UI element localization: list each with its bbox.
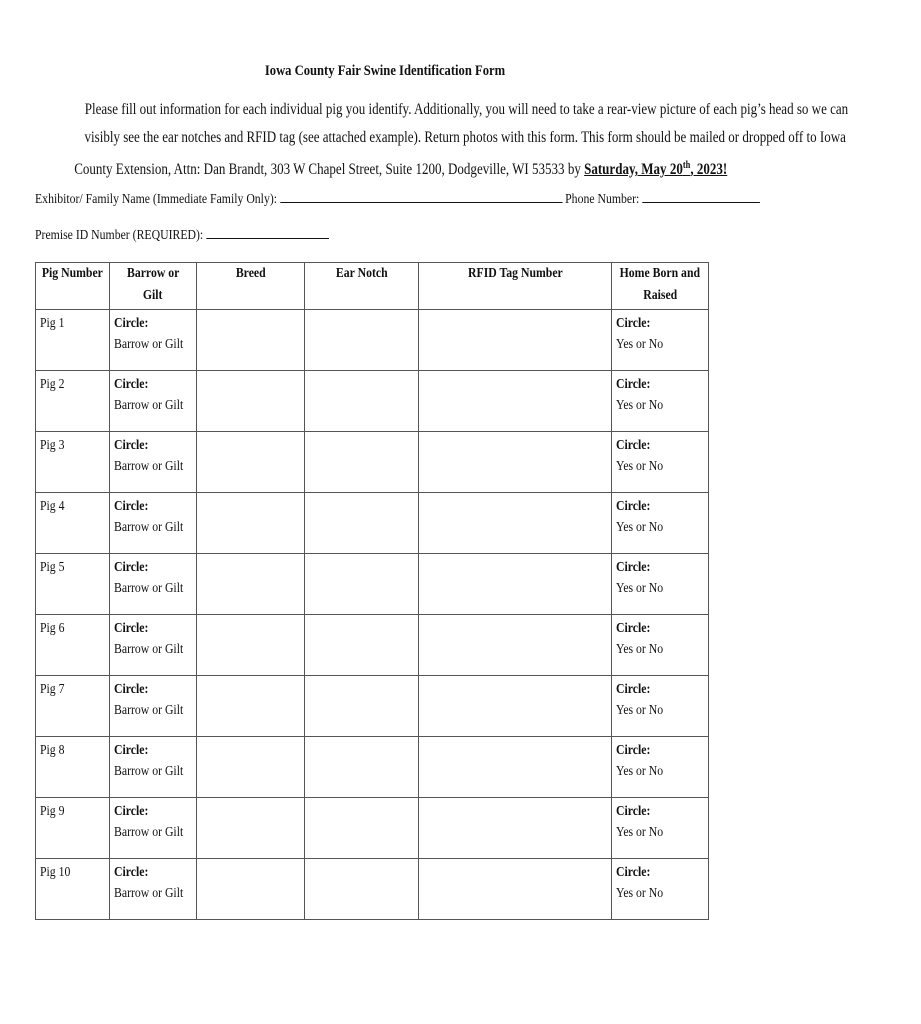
- breed-cell[interactable]: [197, 676, 305, 737]
- ear-notch-cell[interactable]: [305, 615, 419, 676]
- breed-cell[interactable]: [197, 310, 305, 371]
- exhibitor-name-field[interactable]: [280, 190, 562, 203]
- instructions-line-1: Please fill out information for each individual pig you identify. Additionally, you will need to take a rear-view picture of each pig’s head so we can: [84, 101, 849, 118]
- home-born-raised-cell[interactable]: [612, 676, 709, 737]
- pig-number-label: Pig 8: [40, 743, 65, 758]
- barrow-or-gilt-options: Barrow or Gilt: [113, 459, 183, 474]
- pig-number-label: Pig 6: [40, 621, 65, 636]
- breed-cell[interactable]: [197, 859, 305, 920]
- yes-or-no-options: Yes or No: [616, 398, 664, 413]
- pig-number-cell: [36, 676, 110, 737]
- pig-number-label: Pig 3: [40, 438, 65, 453]
- circle-label: Circle:: [616, 499, 651, 514]
- circle-label: Circle:: [113, 438, 149, 453]
- barrow-or-gilt-cell[interactable]: [109, 676, 196, 737]
- pig-number-cell: [36, 554, 110, 615]
- header-breed: Breed: [197, 263, 305, 310]
- rfid-tag-cell[interactable]: [419, 676, 612, 737]
- breed-cell[interactable]: [197, 737, 305, 798]
- premise-id-field[interactable]: [206, 226, 329, 239]
- barrow-or-gilt-options: Barrow or Gilt: [113, 642, 183, 657]
- circle-label: Circle:: [616, 804, 651, 819]
- home-born-raised-cell[interactable]: [612, 493, 709, 554]
- circle-label: Circle:: [616, 865, 651, 880]
- pig-number-cell: [36, 615, 110, 676]
- circle-label: Circle:: [113, 804, 149, 819]
- yes-or-no-options: Yes or No: [616, 581, 664, 596]
- form-title: Iowa County Fair Swine Identification Form: [264, 63, 506, 79]
- circle-label: Circle:: [113, 621, 149, 636]
- table-row: [36, 798, 709, 859]
- pig-number-label: Pig 10: [40, 865, 71, 880]
- circle-label: Circle:: [616, 621, 651, 636]
- barrow-or-gilt-options: Barrow or Gilt: [113, 886, 183, 901]
- table-row: [36, 615, 709, 676]
- pig-number-label: Pig 2: [40, 377, 65, 392]
- ear-notch-cell[interactable]: [305, 432, 419, 493]
- pig-number-label: Pig 4: [40, 499, 65, 514]
- table-row: [36, 493, 709, 554]
- circle-label: Circle:: [616, 560, 651, 575]
- circle-label: Circle:: [616, 316, 651, 331]
- ear-notch-cell[interactable]: [305, 676, 419, 737]
- rfid-tag-cell[interactable]: [419, 432, 612, 493]
- home-born-raised-cell[interactable]: [612, 737, 709, 798]
- barrow-or-gilt-cell[interactable]: [109, 371, 196, 432]
- pig-number-label: Pig 7: [40, 682, 65, 697]
- premise-id-label: Premise ID Number (REQUIRED):: [35, 228, 204, 243]
- ear-notch-cell[interactable]: [305, 859, 419, 920]
- rfid-tag-cell[interactable]: [419, 371, 612, 432]
- ear-notch-cell[interactable]: [305, 737, 419, 798]
- deadline-date: Saturday, May 20th, 2023!: [584, 160, 728, 179]
- pig-number-cell: [36, 310, 110, 371]
- pig-number-label: Pig 9: [40, 804, 65, 819]
- circle-label: Circle:: [113, 743, 149, 758]
- table-row: [36, 432, 709, 493]
- barrow-or-gilt-options: Barrow or Gilt: [113, 703, 183, 718]
- home-born-raised-cell[interactable]: [612, 798, 709, 859]
- header-home-born-raised: Home Born and Raised: [612, 263, 709, 310]
- yes-or-no-options: Yes or No: [616, 459, 664, 474]
- instructions-line-3: County Extension, Attn: Dan Brandt, 303 W Chapel Street, Suite 1200, Dodgeville, WI 53533 by Saturday, May 20th, 2023!: [74, 160, 728, 179]
- circle-label: Circle:: [113, 682, 149, 697]
- home-born-raised-cell[interactable]: [612, 310, 709, 371]
- rfid-tag-cell[interactable]: [419, 615, 612, 676]
- ear-notch-cell[interactable]: [305, 371, 419, 432]
- barrow-or-gilt-options: Barrow or Gilt: [113, 581, 183, 596]
- yes-or-no-options: Yes or No: [616, 520, 664, 535]
- home-born-raised-cell[interactable]: [612, 859, 709, 920]
- rfid-tag-cell[interactable]: [419, 859, 612, 920]
- pig-number-cell: [36, 859, 110, 920]
- header-rfid-tag-number: RFID Tag Number: [419, 263, 612, 310]
- pig-number-cell: [36, 798, 110, 859]
- table-body: [36, 310, 709, 920]
- home-born-raised-cell[interactable]: [612, 432, 709, 493]
- barrow-or-gilt-cell[interactable]: [109, 798, 196, 859]
- breed-cell[interactable]: [197, 432, 305, 493]
- home-born-raised-cell[interactable]: [612, 371, 709, 432]
- rfid-tag-cell[interactable]: [419, 554, 612, 615]
- rfid-tag-cell[interactable]: [419, 310, 612, 371]
- rfid-tag-cell[interactable]: [419, 737, 612, 798]
- pig-number-label: Pig 5: [40, 560, 65, 575]
- barrow-or-gilt-cell[interactable]: [109, 310, 196, 371]
- ear-notch-cell[interactable]: [305, 554, 419, 615]
- table-row: [36, 676, 709, 737]
- barrow-or-gilt-cell[interactable]: [109, 859, 196, 920]
- exhibitor-row: [35, 190, 898, 208]
- rfid-tag-cell[interactable]: [419, 493, 612, 554]
- yes-or-no-options: Yes or No: [616, 337, 664, 352]
- premise-row: [35, 226, 385, 244]
- yes-or-no-options: Yes or No: [616, 764, 664, 779]
- ear-notch-cell[interactable]: [305, 493, 419, 554]
- table-row: [36, 310, 709, 371]
- home-born-raised-cell[interactable]: [612, 554, 709, 615]
- home-born-raised-cell[interactable]: [612, 615, 709, 676]
- header-pig-number: Pig Number: [36, 263, 110, 310]
- barrow-or-gilt-options: Barrow or Gilt: [113, 764, 183, 779]
- header-ear-notch: Ear Notch: [305, 263, 419, 310]
- barrow-or-gilt-cell[interactable]: [109, 737, 196, 798]
- barrow-or-gilt-options: Barrow or Gilt: [113, 825, 183, 840]
- breed-cell[interactable]: [197, 798, 305, 859]
- swine-id-table: [35, 262, 709, 920]
- rfid-tag-cell[interactable]: [419, 798, 612, 859]
- yes-or-no-options: Yes or No: [616, 703, 664, 718]
- table-row: [36, 554, 709, 615]
- circle-label: Circle:: [616, 377, 651, 392]
- breed-cell[interactable]: [197, 371, 305, 432]
- breed-cell[interactable]: [197, 554, 305, 615]
- ear-notch-cell[interactable]: [305, 798, 419, 859]
- barrow-or-gilt-cell[interactable]: [109, 615, 196, 676]
- pig-number-cell: [36, 737, 110, 798]
- yes-or-no-options: Yes or No: [616, 642, 664, 657]
- yes-or-no-options: Yes or No: [616, 825, 664, 840]
- header-barrow-or-gilt: Barrow or Gilt: [109, 263, 196, 310]
- breed-cell[interactable]: [197, 493, 305, 554]
- circle-label: Circle:: [113, 865, 149, 880]
- barrow-or-gilt-options: Barrow or Gilt: [113, 520, 183, 535]
- barrow-or-gilt-options: Barrow or Gilt: [113, 337, 183, 352]
- circle-label: Circle:: [113, 499, 149, 514]
- yes-or-no-options: Yes or No: [616, 886, 664, 901]
- table-row: [36, 737, 709, 798]
- circle-label: Circle:: [113, 560, 149, 575]
- pig-number-cell: [36, 493, 110, 554]
- barrow-or-gilt-cell[interactable]: [109, 554, 196, 615]
- circle-label: Circle:: [616, 682, 651, 697]
- pig-number-cell: [36, 432, 110, 493]
- circle-label: Circle:: [616, 438, 651, 453]
- exhibitor-label: Exhibitor/ Family Name (Immediate Family Only):: [35, 192, 278, 207]
- table-header-row: [36, 263, 709, 310]
- circle-label: Circle:: [616, 743, 651, 758]
- barrow-or-gilt-options: Barrow or Gilt: [113, 398, 183, 413]
- circle-label: Circle:: [113, 377, 149, 392]
- phone-number-field[interactable]: [642, 190, 760, 203]
- table-row: [36, 859, 709, 920]
- circle-label: Circle:: [113, 316, 149, 331]
- barrow-or-gilt-cell[interactable]: [109, 493, 196, 554]
- instructions-line-2: visibly see the ear notches and RFID tag (see attached example). Return photos with this form. This form should be mailed or dropped off to Iowa: [84, 129, 846, 146]
- pig-number-cell: [36, 371, 110, 432]
- phone-label: Phone Number:: [565, 192, 640, 207]
- breed-cell[interactable]: [197, 615, 305, 676]
- barrow-or-gilt-cell[interactable]: [109, 432, 196, 493]
- pig-number-label: Pig 1: [40, 316, 65, 331]
- table-row: [36, 371, 709, 432]
- instructions-paragraph: [12, 96, 849, 184]
- ear-notch-cell[interactable]: [305, 310, 419, 371]
